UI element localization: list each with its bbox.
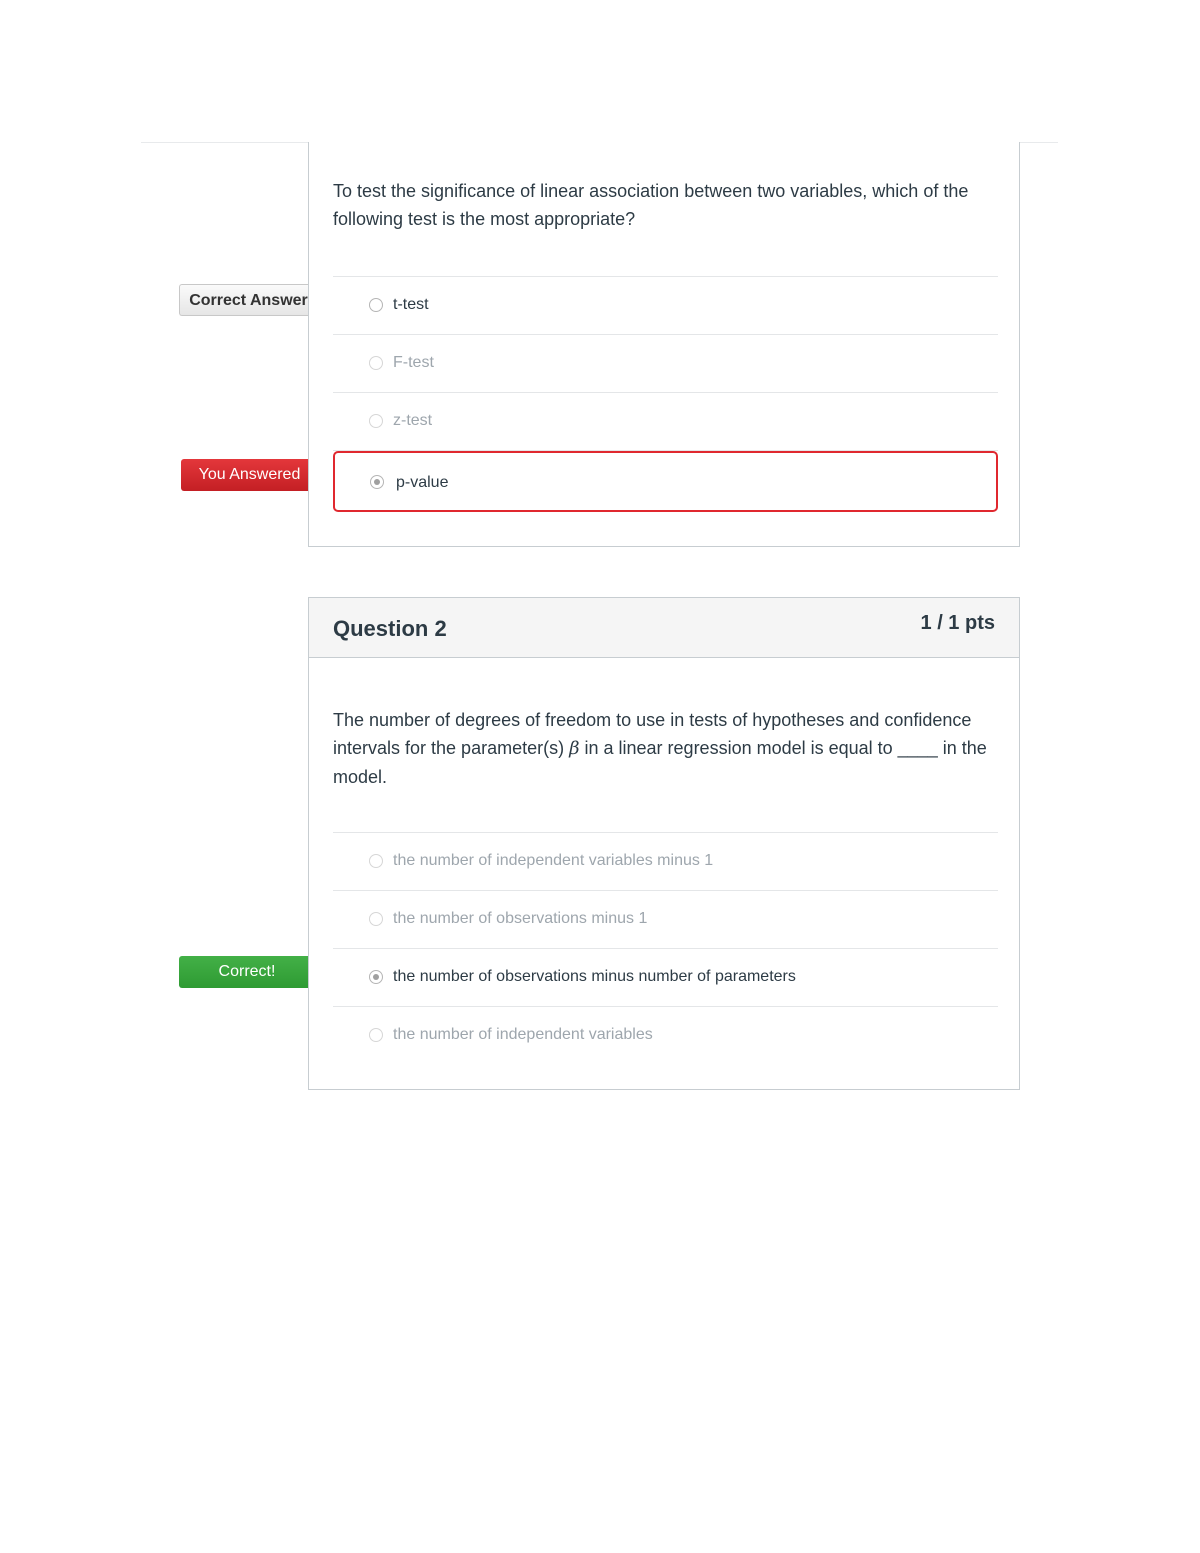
- radio-checked-icon[interactable]: [370, 475, 384, 489]
- answer-option[interactable]: [333, 833, 998, 891]
- answer-option-selected-wrong[interactable]: [333, 451, 998, 512]
- radio-icon[interactable]: [369, 912, 383, 926]
- question-2-text: [333, 706, 1001, 791]
- question-2-answers: [333, 832, 998, 1065]
- radio-checked-icon[interactable]: [369, 970, 383, 984]
- answer-option[interactable]: [333, 891, 998, 949]
- answer-label: the number of observations minus number of parameters: [393, 968, 796, 985]
- answer-label: the number of independent variables minus 1: [393, 852, 714, 869]
- answer-label: t-test: [393, 296, 429, 313]
- correct-flag: Correct!: [179, 956, 315, 988]
- answer-option[interactable]: [333, 393, 998, 451]
- question-text-part: in a linear regression model is equal to ____ in the model.: [333, 738, 987, 787]
- answer-label: F-test: [393, 354, 434, 371]
- question-1-text: To test the significance of linear association between two variables, which of the following test is the most appropriate?: [333, 181, 969, 229]
- answer-label: the number of observations minus 1: [393, 910, 648, 927]
- answer-label: p-value: [396, 474, 449, 491]
- beta-symbol: β: [569, 738, 580, 759]
- question-1-card: [308, 142, 1020, 547]
- answer-option-selected-correct[interactable]: [333, 949, 998, 1007]
- question-text-part: The number of degrees of freedom to use in tests of hypotheses and confidence intervals for the parameter(s): [333, 710, 972, 758]
- answer-option[interactable]: [333, 277, 998, 335]
- question-points: 1 / 1 pts: [920, 612, 995, 634]
- radio-icon[interactable]: [369, 356, 383, 370]
- radio-icon[interactable]: [369, 854, 383, 868]
- correct-answer-flag: Correct Answer: [179, 284, 317, 316]
- question-title: Question 2: [333, 616, 447, 641]
- you-answered-flag: You Answered: [181, 459, 318, 491]
- question-2-card: [308, 597, 1020, 1090]
- answer-option[interactable]: [333, 335, 998, 393]
- answer-option[interactable]: [333, 1007, 998, 1065]
- answer-label: the number of independent variables: [393, 1026, 653, 1043]
- radio-icon[interactable]: [369, 1028, 383, 1042]
- radio-icon[interactable]: [369, 414, 383, 428]
- radio-icon[interactable]: [369, 298, 383, 312]
- answer-label: z-test: [393, 412, 433, 429]
- question-1-answers: [333, 276, 998, 512]
- question-2-header: [309, 598, 1019, 658]
